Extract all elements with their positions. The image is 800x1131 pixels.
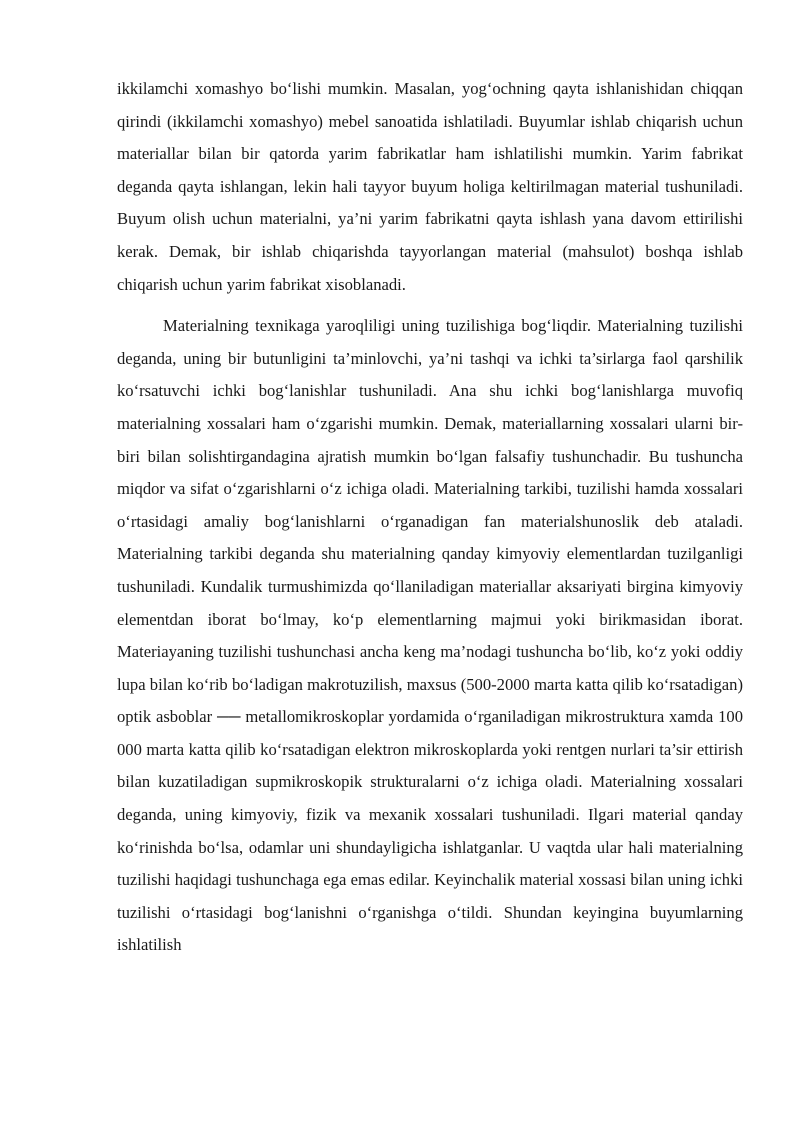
document-page — [117, 73, 743, 962]
paragraph-2: Materialning texnikaga yaroqliligi uning tuzilishiga bog‘liqdir. Materialning tuzilishi deganda, uning bir butunligini ta’minlovchi, ya’ni tashqi va ichki ta’sirlarga faol qarshilik ko‘rsatuvchi ichki bog‘lanishlar tushuniladi. Ana shu ichki bog‘lanishlarga muvofiq materialning xossalari ham o‘zgarishi mumkin. Demak, materiallarning xossalari ularni bir-biri bilan solishtirgandagina ajratish mumkin bo‘lgan falsafiy tushunchadir. Bu tushuncha miqdor va sifat o‘zgarishlarni o‘z ichiga oladi. Materialning tarkibi, tuzilishi hamda xossalari o‘rtasidagi amaliy bog‘lanishlarni o‘rganadigan fan materialshunoslik deb ataladi. Materialning tarkibi deganda shu materialning qanday kimyoviy elementlardan tuzilganligi tushuniladi. Kundalik turmushimizda qo‘llaniladigan materiallar aksariyati birgina kimyoviy elementdan iborat bo‘lmay, ko‘p elementlarning majmui yoki birikmasidan iborat. Materiayaning tuzilishi tushunchasi ancha keng ma’nodagi tushuncha bo‘lib, ko‘z yoki oddiy lupa bilan ko‘rib bo‘ladigan makrotuzilish, maxsus (500-2000 marta katta qilib ko‘rsatadigan) optik asboblar ── metallomikroskoplar yordamida o‘rganiladigan mikrostruktura xamda 100 000 marta katta qilib ko‘rsatadigan elektron mikroskoplarda yoki rentgen nurlari ta’sir ettirish bilan kuzatiladigan supmikroskopik strukturalarni o‘z ichiga oladi. Materialning xossalari deganda, uning kimyoviy, fizik va mexanik xossalari tushuniladi. Ilgari material qanday ko‘rinishda bo‘lsa, odamlar uni shundayligicha ishlatganlar. U vaqtda ular hali materialning tuzilishi haqidagi tushunchaga ega emas edilar. Keyinchalik material xossasi bilan uning ichki tuzilishi o‘rtasidagi bog‘lanishni o‘rganishga o‘tildi. Shundan keyingina buyumlarning ishlatilish — [117, 316, 743, 955]
paragraph-1: ikkilamchi xomashyo bo‘lishi mumkin. Masalan, yog‘ochning qayta ishlanishidan chiqqan qirindi (ikkilamchi xomashyo) mebel sanoatida ishlatiladi. Buyumlar ishlab chiqarish uchun materiallar bilan bir qatorda yarim fabrikatlar ham ishlatilishi mumkin. Yarim fabrikat deganda qayta ishlangan, lekin hali tayyor buyum holiga keltirilmagan material tushuniladi. Buyum olish uchun materialni, ya’ni yarim fabrikatni qayta ishlash yana davom ettirilishi kerak. Demak, bir ishlab chiqarishda tayyorlangan material (mahsulot) boshqa ishlab chiqarish uchun yarim fabrikat xisoblanadi. — [117, 79, 743, 294]
